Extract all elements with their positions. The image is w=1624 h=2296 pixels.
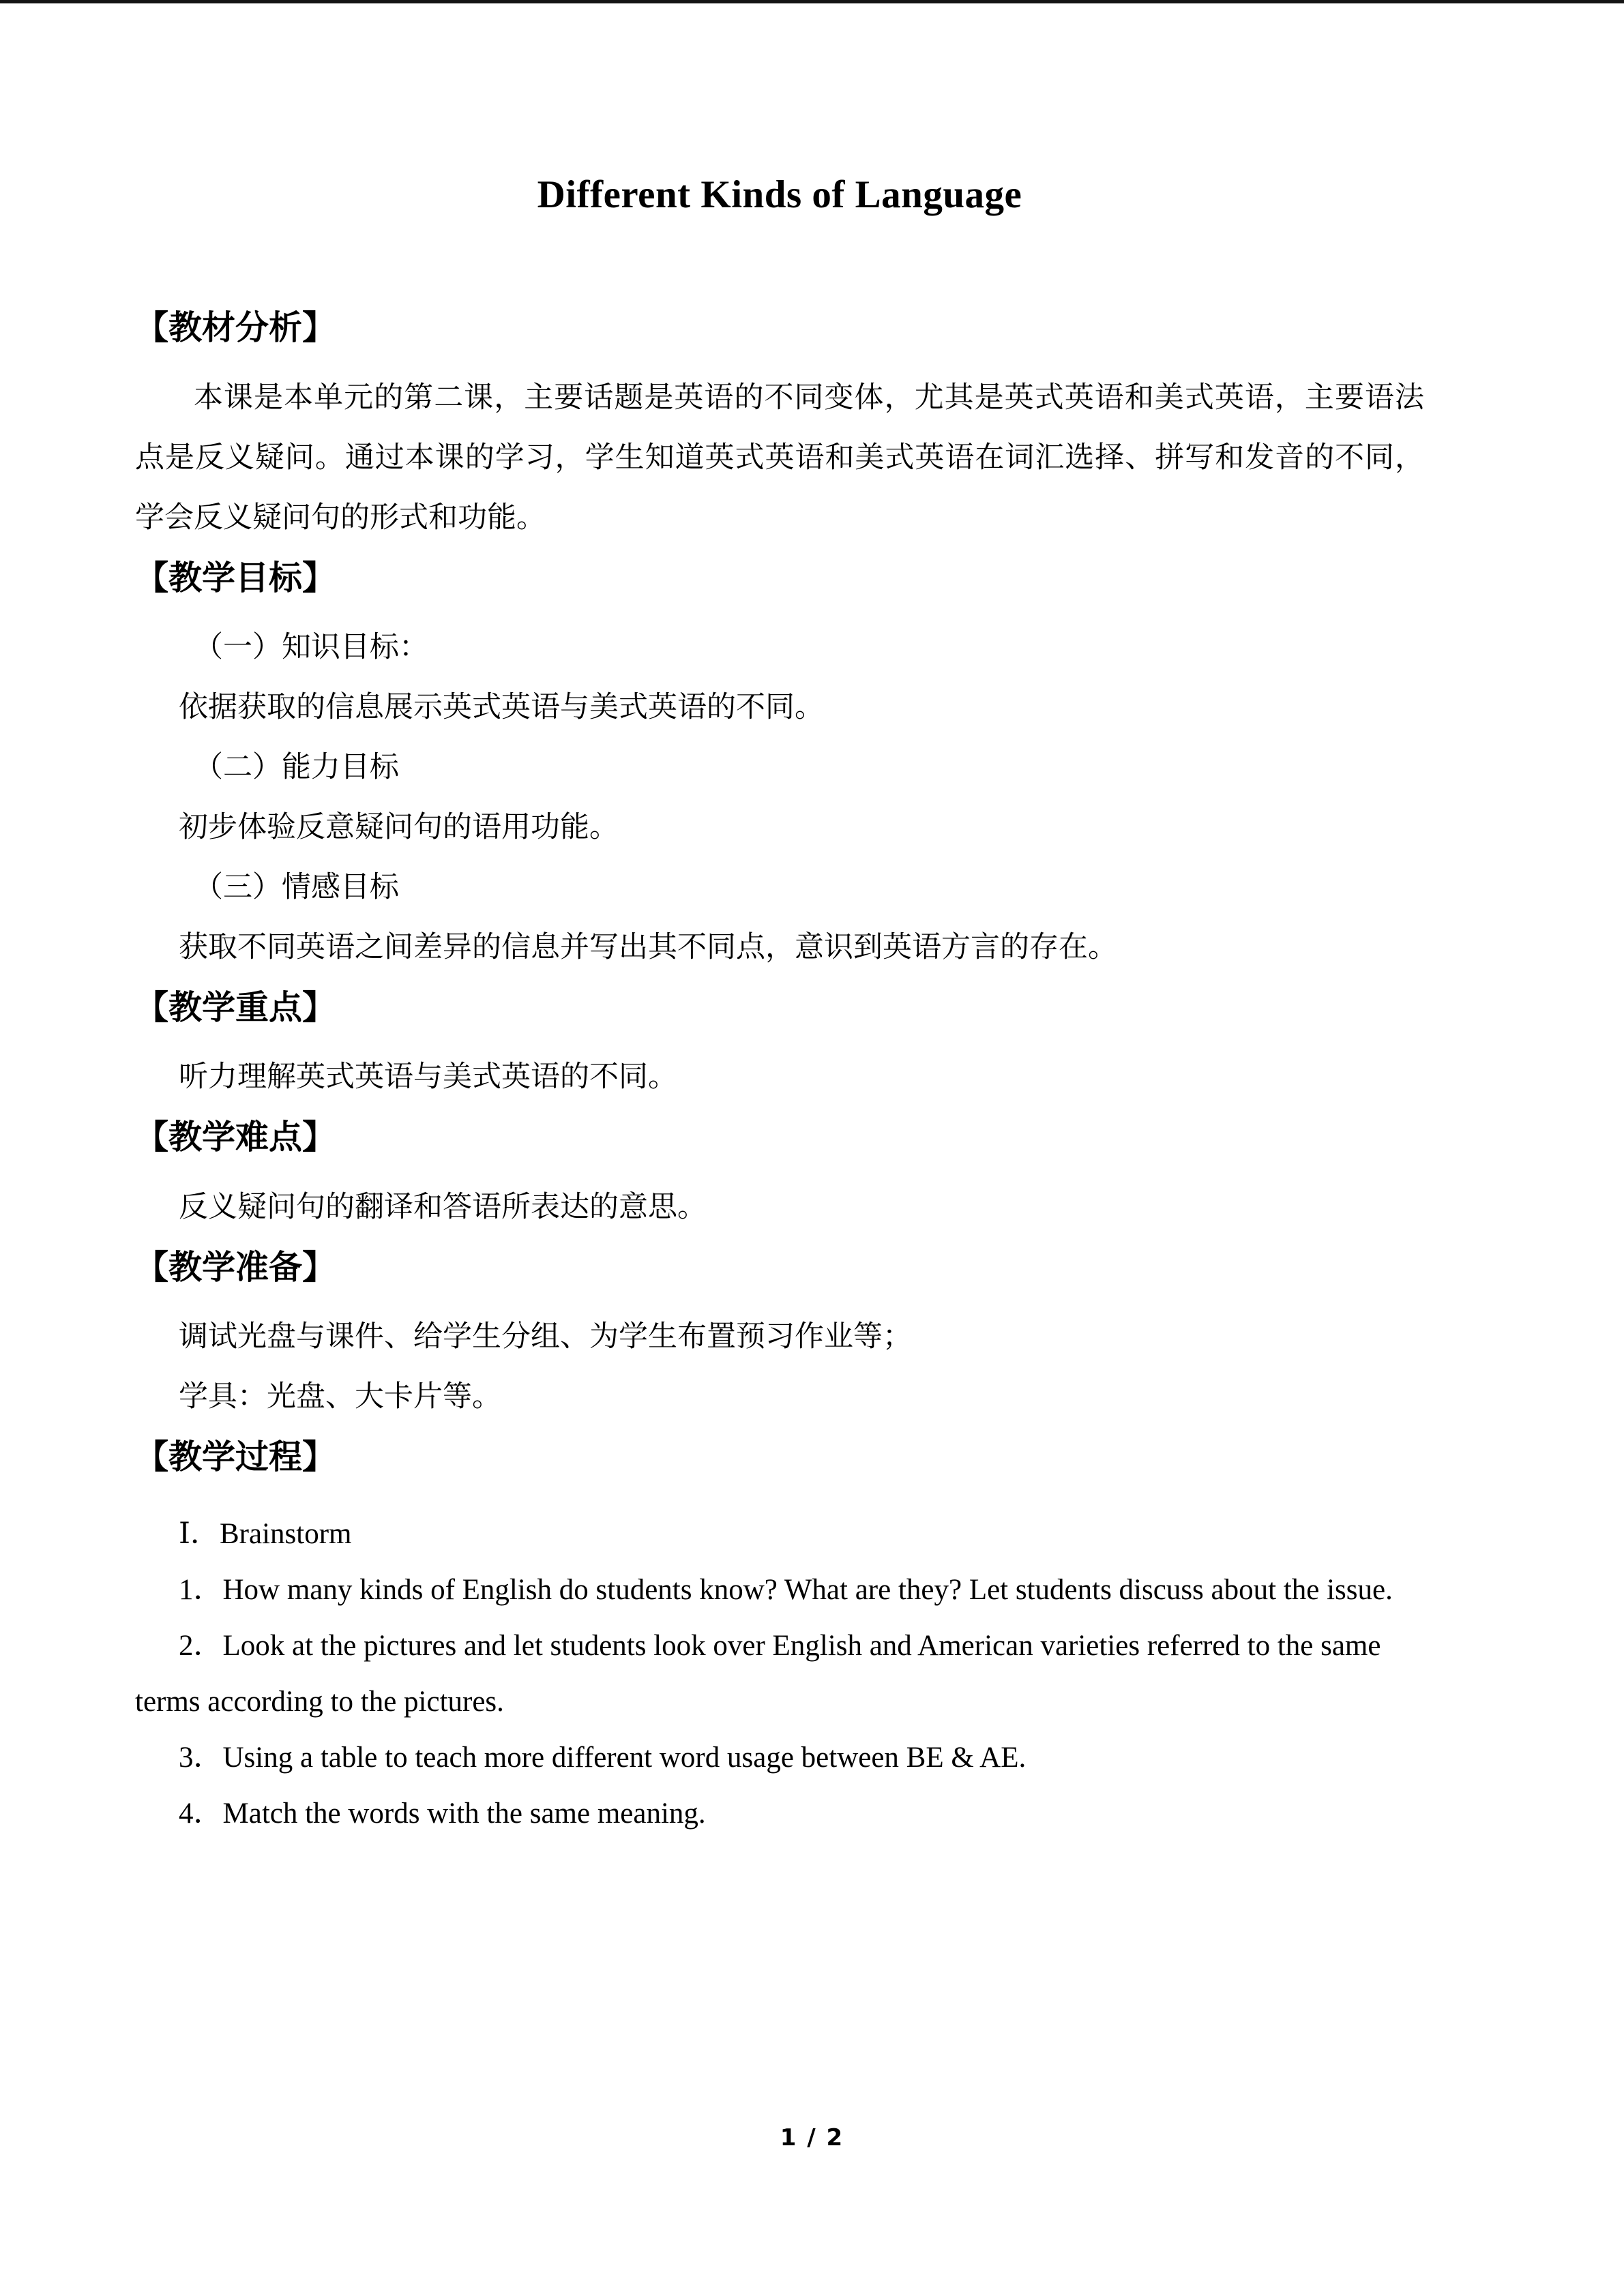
paragraph-key-points: 听力理解英式英语与美式英语的不同。 [179, 1061, 677, 1094]
document-body [135, 170, 1424, 1842]
spacer [135, 548, 1424, 559]
page-top-edge-rule [0, 0, 1624, 3]
spacer [135, 597, 1424, 618]
section-heading-teaching-preparation: 【教学准备】 [135, 1247, 336, 1287]
objective-ability-text: 初步体验反意疑问句的语用功能。 [179, 811, 619, 844]
section-heading-difficult-points: 【教学难点】 [135, 1118, 336, 1157]
spacer [135, 1238, 1424, 1249]
page-number-footer: 1 / 2 [780, 2124, 844, 2151]
section-heading-teaching-process: 【教学过程】 [135, 1437, 336, 1476]
spacer [135, 1027, 1424, 1047]
spacer [135, 1427, 1424, 1438]
objective-knowledge-label: （一）知识目标： [194, 631, 428, 664]
paragraph-difficult-points: 反义疑问句的翻译和答语所表达的意思。 [179, 1191, 707, 1223]
spacer [135, 1157, 1424, 1178]
section-heading-textbook-analysis: 【教材分析】 [135, 308, 336, 348]
section-heading-key-points: 【教学重点】 [135, 987, 336, 1027]
objective-affective-label: （三）情感目标 [194, 871, 399, 904]
spacer [135, 1107, 1424, 1118]
section-heading-teaching-objectives: 【教学目标】 [135, 558, 336, 597]
procedure-step-3: 3．Using a table to teach more different word usage between BE & AE. [179, 1742, 1027, 1774]
procedure-step-2: 2．Look at the pictures and let students look over English and American varieties referred to the same terms according to the pictures. [135, 1630, 1381, 1718]
paragraph-preparation-tools: 学具：光盘、大卡片等。 [179, 1380, 501, 1413]
objective-ability-label: （二）能力目标 [194, 751, 399, 784]
objective-knowledge-text: 依据获取的信息展示英式英语与美式英语的不同。 [179, 691, 824, 724]
spacer [135, 978, 1424, 989]
spacer [135, 1287, 1424, 1307]
procedure-step-4: 4．Match the words with the same meaning. [179, 1798, 706, 1830]
procedure-step-1: 1．How many kinds of English do students know? What are they? Let students discuss about the issue. [179, 1574, 1393, 1607]
objective-affective-text: 获取不同英语之间差异的信息并写出其不同点，意识到英语方言的存在。 [179, 931, 1117, 964]
page-title: Different Kinds of Language [537, 173, 1022, 216]
procedure-part-label: Ⅰ．Brainstorm [179, 1518, 352, 1551]
paragraph-textbook-analysis: 本课是本单元的第二课，主要话题是英语的不同变体，尤其是英式英语和美式英语，主要语法点是反义疑问。通过本课的学习，学生知道英式英语和美式英语在词汇选择、拼写和发音的不同，学会反义疑问句的形式和功能。 [135, 381, 1424, 534]
spacer [135, 348, 1424, 368]
paragraph-preparation-materials: 调试光盘与课件、给学生分组、为学生布置预习作业等； [179, 1320, 912, 1353]
spacer [135, 1476, 1424, 1506]
